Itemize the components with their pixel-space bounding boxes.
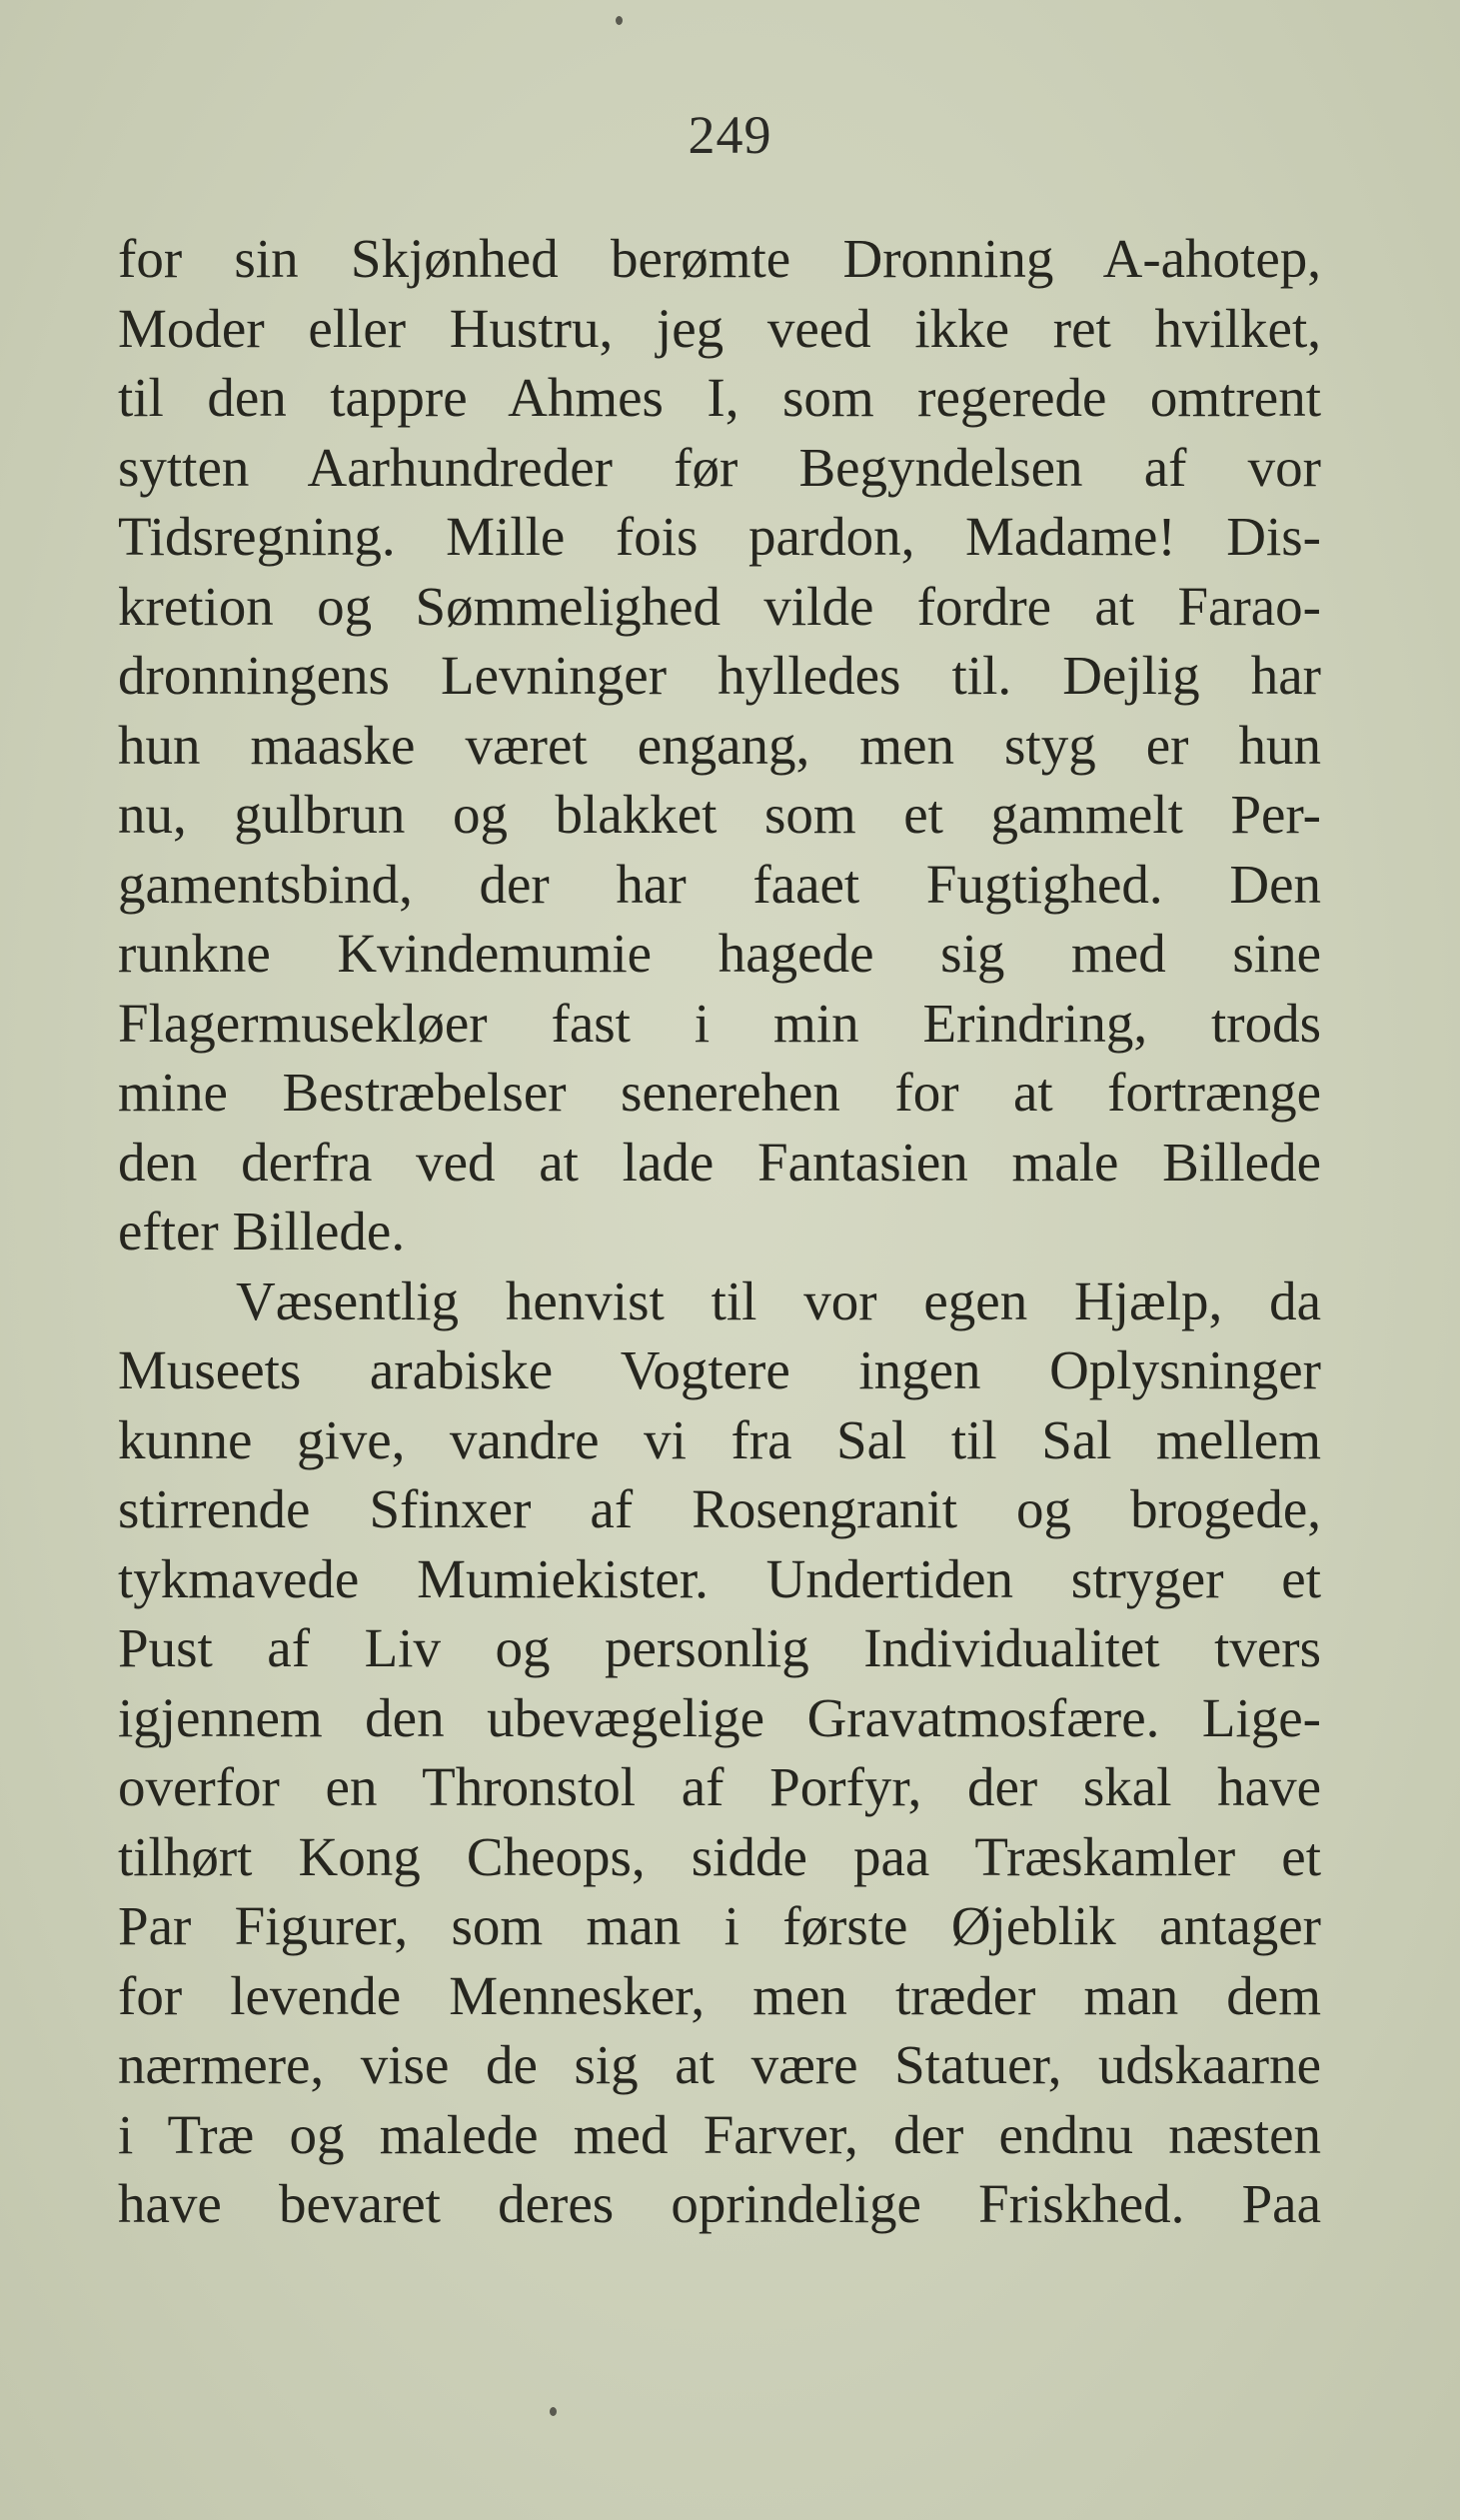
text-line: dronningens Levninger hylledes til. Dejlig har [118,645,1321,706]
paragraph-1 [118,224,1321,1266]
text-line: nærmere, vise de sig at være Statuer, udskaarne [118,2034,1321,2095]
text-line: Væsentlig henvist til vor egen Hjælp, da [236,1269,1321,1331]
text-line: Museets arabiske Vogtere ingen Oplysninger [118,1339,1321,1400]
text-line: til den tappre Ahmes I, som regerede omtrent [118,367,1321,428]
text-line: nu, gulbrun og blakket som et gammelt Per- [118,784,1321,845]
text-line: Flagermusekløer fast i min Erindring, trods [118,992,1321,1054]
text-line: mine Bestræbelser senerehen for at fortrænge [118,1062,1321,1123]
text-line: stirrende Sfinxer af Rosengranit og brogede, [118,1478,1321,1539]
text-line: efter Billede. [118,1201,406,1261]
text-line: kretion og Sømmelighed vilde fordre at Farao- [118,575,1321,637]
text-line: Moder eller Hustru, jeg veed ikke ret hvilket, [118,297,1321,359]
text-line: runkne Kvindemumie hagede sig med sine [118,923,1321,984]
text-line: igjennem den ubevægelige Gravatmosfære. Lige- [118,1686,1321,1748]
paper-speck [616,16,623,25]
text-line: tilhørt Kong Cheops, sidde paa Træskamler et [118,1825,1321,1887]
page-number: 249 [688,105,772,165]
text-line: for sin Skjønhed berømte Dronning A-ahotep, [118,228,1321,289]
body-text [118,224,1321,2239]
text-line: have bevaret deres oprindelige Friskhed. Paa [118,2173,1321,2234]
text-line: sytten Aarhundreder før Begyndelsen af vor [118,436,1321,498]
text-line: gamentsbind, der har faaet Fugtighed. Den [118,853,1321,915]
text-line: Tidsregning. Mille fois pardon, Madame! Dis- [118,506,1321,567]
text-line: i Træ og malede med Farver, der endnu næsten [118,2103,1321,2165]
text-line: Pust af Liv og personlig Individualitet tvers [118,1617,1321,1678]
text-line: Par Figurer, som man i første Øjeblik antager [118,1895,1321,1956]
text-line: hun maaske været engang, men styg er hun [118,714,1321,776]
text-line: overfor en Thronstol af Porfyr, der skal have [118,1756,1321,1817]
text-line: tykmavede Mumiekister. Undertiden stryger et [118,1547,1321,1609]
paper-speck [550,2407,557,2416]
text-line: kunne give, vandre vi fra Sal til Sal mellem [118,1408,1321,1470]
text-line: den derfra ved at lade Fantasien male Billede [118,1131,1321,1193]
paragraph-2 [118,1266,1321,2239]
text-line: for levende Mennesker, men træder man dem [118,1964,1321,2026]
